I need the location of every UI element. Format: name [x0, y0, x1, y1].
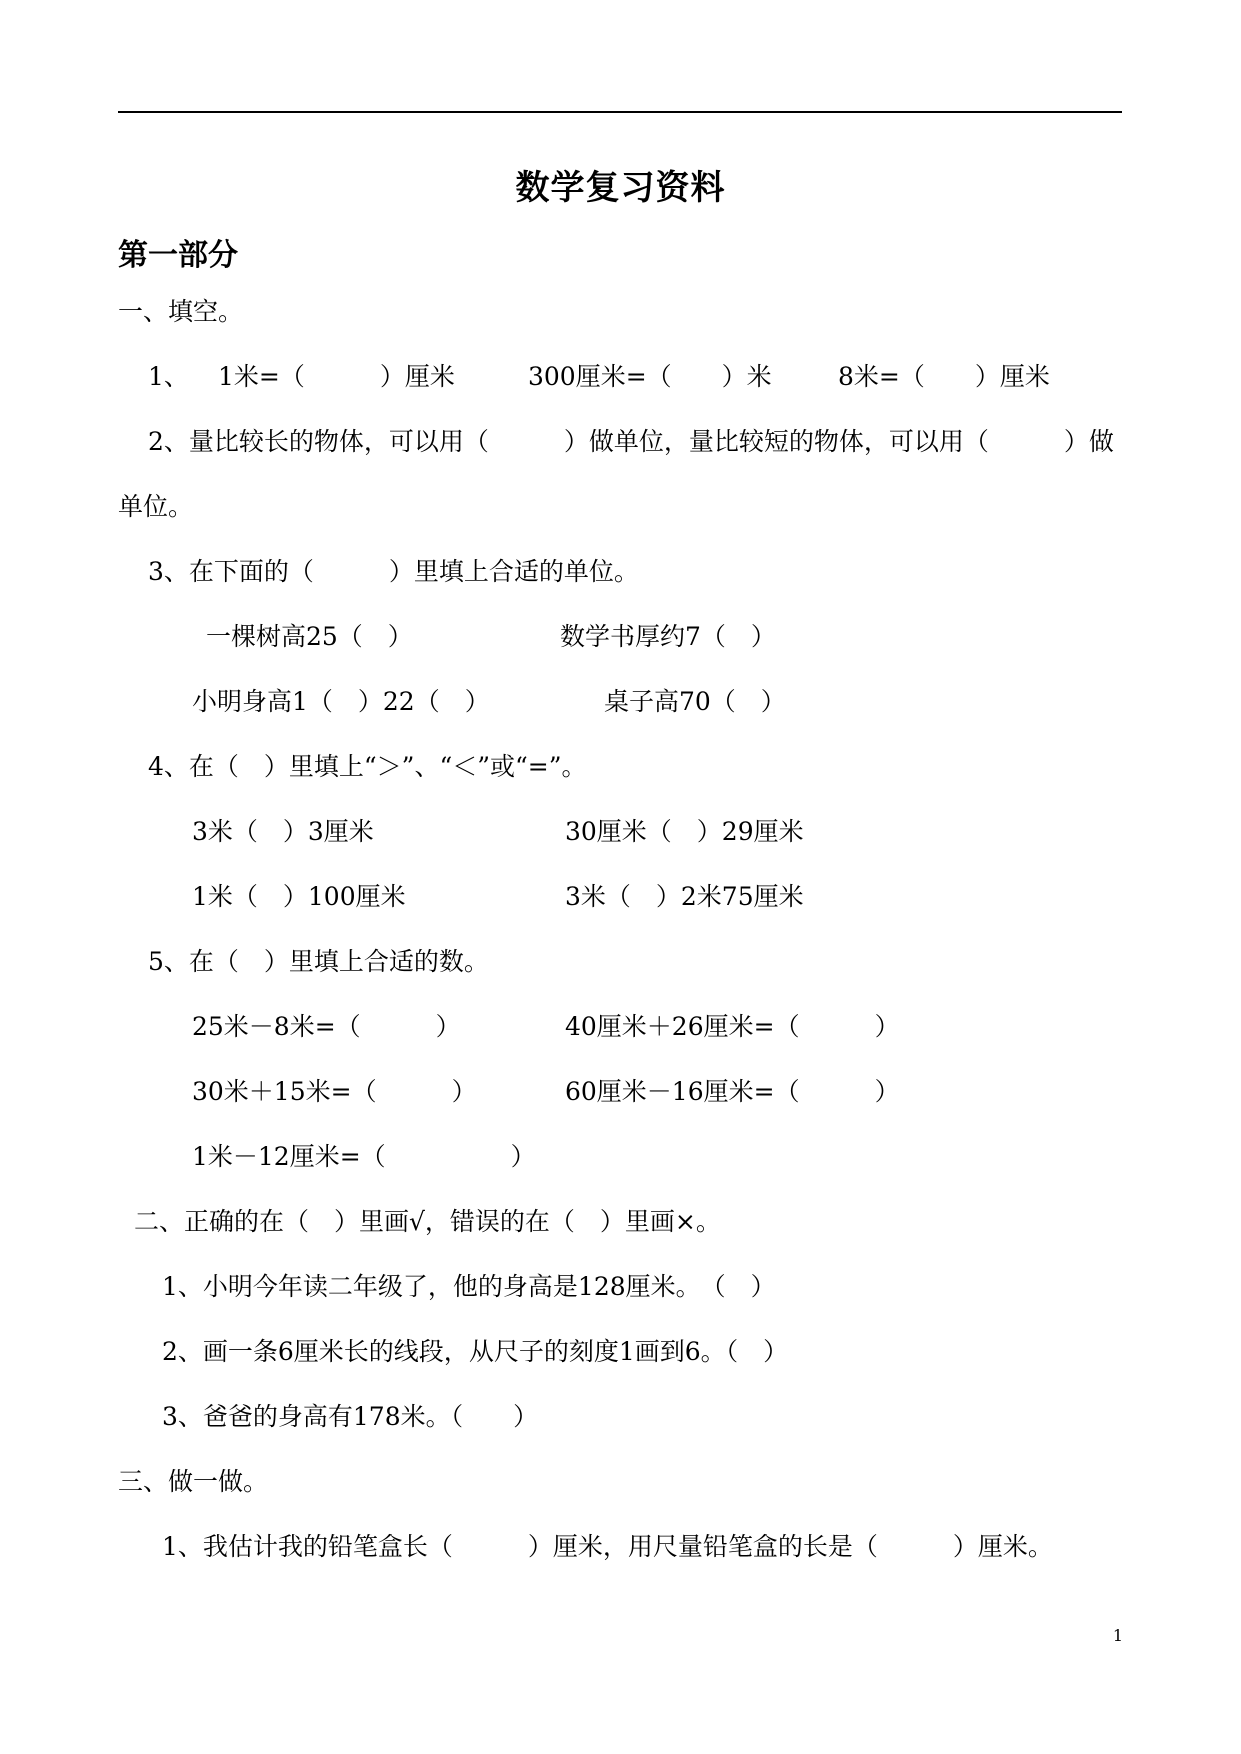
- section1-heading: 一、填空。: [118, 297, 244, 326]
- q5-heading: 5、在（ ）里填上合适的数。: [148, 947, 489, 976]
- q1-c: 8米=（ ）厘米: [838, 362, 1050, 391]
- q4-c: 1米（ ）100厘米: [192, 882, 406, 911]
- section2-heading: 二、正确的在（ ）里画√，错误的在（ ）里画×。: [134, 1207, 721, 1236]
- q5-b: 40厘米＋26厘米=（ ）: [565, 1012, 900, 1041]
- q5-a: 25米－8米=（ ）: [192, 1012, 461, 1041]
- q2-line1: 2、量比较长的物体，可以用（ ）做单位，量比较短的物体，可以用（ ）做: [148, 427, 1114, 456]
- s2-q1: 1、小明今年读二年级了，他的身高是128厘米。 （ ）: [162, 1272, 776, 1301]
- section3-heading: 三、做一做。: [118, 1467, 269, 1496]
- s2-q2: 2、画一条6厘米长的线段，从尺子的刻度1画到6。（ ）: [162, 1337, 789, 1366]
- page-title: 数学复习资料: [515, 168, 726, 208]
- q1-b: 300厘米=（ ）米: [528, 362, 772, 391]
- q4-b: 30厘米（ ）29厘米: [565, 817, 804, 846]
- q2-line2: 单位。: [118, 492, 194, 521]
- q3-b: 数学书厚约7（ ）: [560, 622, 776, 651]
- q3-a: 一棵树高25（ ）: [206, 622, 413, 651]
- q4-d: 3米（ ）2米75厘米: [565, 882, 804, 911]
- page-number: 1: [1112, 1626, 1123, 1645]
- part-heading: 第一部分: [118, 238, 238, 273]
- s3-q1: 1、我估计我的铅笔盒长（ ）厘米，用尺量铅笔盒的长是（ ）厘米。: [162, 1532, 1053, 1561]
- q3-heading: 3、在下面的（ ）里填上合适的单位。: [148, 557, 639, 586]
- q4-a: 3米（ ）3厘米: [192, 817, 374, 846]
- q3-c: 小明身高1（ ）22（ ）: [192, 687, 490, 716]
- s2-q3: 3、爸爸的身高有178米。（ ）: [162, 1402, 539, 1431]
- q4-heading: 4、在（ ）里填上“＞”、“＜”或“=”。: [148, 752, 587, 781]
- q5-c: 30米＋15米=（ ）: [192, 1077, 477, 1106]
- q5-d: 60厘米－16厘米=（ ）: [565, 1077, 900, 1106]
- q1-a: 1米=（ ）厘米: [218, 362, 455, 391]
- q1-number: 1、: [148, 362, 189, 391]
- header-rule: [118, 111, 1122, 113]
- q3-d: 桌子高70（ ）: [604, 687, 786, 716]
- q5-e: 1米－12厘米=（ ）: [192, 1142, 536, 1171]
